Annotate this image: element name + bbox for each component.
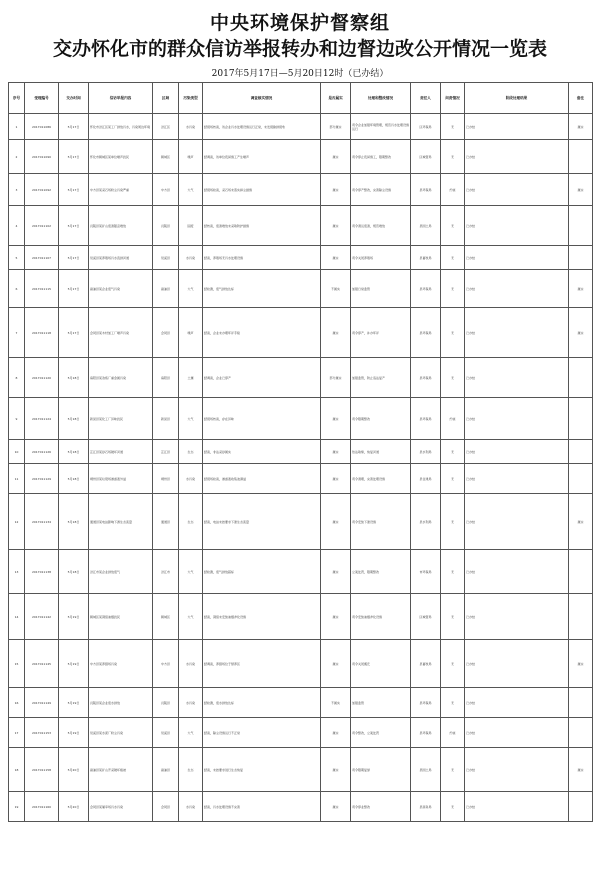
cell-person: 县环保局 bbox=[411, 270, 441, 308]
col-header: 序号 bbox=[9, 83, 25, 114]
cell-result: 已办结 bbox=[465, 114, 569, 140]
cell-verified: 部分属实 bbox=[321, 358, 351, 398]
cell-verified: 属实 bbox=[321, 792, 351, 822]
cell-finding: 经现场检查，采石场未落实抑尘措施 bbox=[203, 174, 321, 206]
cell-verified: 属实 bbox=[321, 550, 351, 594]
col-header: 是否属实 bbox=[321, 83, 351, 114]
cell-no: 4 bbox=[9, 206, 25, 246]
table-row bbox=[9, 114, 593, 140]
cell-area: 会同县 bbox=[153, 308, 179, 358]
cell-area: 鹤城区 bbox=[153, 140, 179, 174]
cell-finding: 经查，非法采砂属实 bbox=[203, 440, 321, 464]
cell-accountability: 无 bbox=[441, 358, 465, 398]
cell-result: 已办结 bbox=[465, 718, 569, 748]
cell-note bbox=[569, 206, 593, 246]
cell-content: 溆浦县某矿山开采破坏植被 bbox=[89, 748, 153, 792]
cell-result: 已办结 bbox=[465, 792, 569, 822]
cell-no: 19 bbox=[9, 792, 25, 822]
col-header: 阶段处理结果 bbox=[465, 83, 569, 114]
cell-person: 区环保局 bbox=[411, 114, 441, 140]
cell-verified: 属实 bbox=[321, 464, 351, 494]
cell-verified: 属实 bbox=[321, 718, 351, 748]
cell-action: 责令关闭养殖场 bbox=[351, 246, 411, 270]
table-header-row bbox=[9, 83, 593, 114]
col-header: 处理和整改情况 bbox=[351, 83, 411, 114]
col-header: 污染类型 bbox=[179, 83, 203, 114]
table-row bbox=[9, 718, 593, 748]
cell-finding: 经调查，养猪场位于禁养区 bbox=[203, 640, 321, 688]
cell-area: 靖州县 bbox=[153, 464, 179, 494]
cell-type: 噪声 bbox=[179, 140, 203, 174]
cell-no: 13 bbox=[9, 550, 25, 594]
cell-result: 已办结 bbox=[465, 270, 569, 308]
cell-area: 鹤城区 bbox=[153, 594, 179, 640]
cell-content: 溆浦县某企业废气污染 bbox=[89, 270, 153, 308]
cell-content: 会同县某屠宰场污水污染 bbox=[89, 792, 153, 822]
cell-area: 中方县 bbox=[153, 640, 179, 688]
cell-no: 1 bbox=[9, 114, 25, 140]
cell-person: 县畜牧局 bbox=[411, 246, 441, 270]
cell-finding: 经查，餐馆未安装油烟净化设施 bbox=[203, 594, 321, 640]
cell-type: 水污染 bbox=[179, 246, 203, 270]
cell-id: 2017011145 bbox=[25, 640, 59, 688]
cell-no: 6 bbox=[9, 270, 25, 308]
cell-no: 2 bbox=[9, 140, 25, 174]
cell-type: 大气 bbox=[179, 398, 203, 440]
cell-verified: 不属实 bbox=[321, 270, 351, 308]
cell-no: 15 bbox=[9, 640, 25, 688]
col-header: 调查核实情况 bbox=[203, 83, 321, 114]
table-row bbox=[9, 688, 593, 718]
cell-no: 8 bbox=[9, 358, 25, 398]
cell-action: 责令整改，立案处罚 bbox=[351, 718, 411, 748]
cell-type: 噪声 bbox=[179, 308, 203, 358]
cell-area: 辰溪县 bbox=[153, 246, 179, 270]
cell-area: 洪江市 bbox=[153, 550, 179, 594]
cell-note: 属实 bbox=[569, 270, 593, 308]
cell-note: 属实 bbox=[569, 748, 593, 792]
cell-type: 生态 bbox=[179, 748, 203, 792]
cell-verified: 属实 bbox=[321, 748, 351, 792]
cell-area: 麻阳县 bbox=[153, 358, 179, 398]
cell-note bbox=[569, 688, 593, 718]
table-row bbox=[9, 308, 593, 358]
cell-date: 5月17日 bbox=[59, 206, 89, 246]
cell-area: 中方县 bbox=[153, 174, 179, 206]
cell-type: 生态 bbox=[179, 494, 203, 550]
cell-verified: 属实 bbox=[321, 398, 351, 440]
cell-person: 县国土局 bbox=[411, 748, 441, 792]
cell-note bbox=[569, 440, 593, 464]
table-row bbox=[9, 140, 593, 174]
cell-id: 2017011126 bbox=[25, 440, 59, 464]
cell-date: 5月17日 bbox=[59, 270, 89, 308]
cell-action: 责令安装下泄设施 bbox=[351, 494, 411, 550]
cell-person: 县畜牧局 bbox=[411, 640, 441, 688]
cell-person: 县环保局 bbox=[411, 174, 441, 206]
cell-note: 属实 bbox=[569, 640, 593, 688]
cell-accountability: 约谈 bbox=[441, 174, 465, 206]
cell-result: 已办结 bbox=[465, 594, 569, 640]
table-row bbox=[9, 464, 593, 494]
cell-result: 已办结 bbox=[465, 308, 569, 358]
cell-no: 7 bbox=[9, 308, 25, 358]
cell-result: 已办结 bbox=[465, 206, 569, 246]
cell-result: 已办结 bbox=[465, 550, 569, 594]
cell-finding: 经检测，废气排放达标 bbox=[203, 270, 321, 308]
table-row bbox=[9, 494, 593, 550]
cell-type: 大气 bbox=[179, 270, 203, 308]
cell-verified: 属实 bbox=[321, 640, 351, 688]
col-header: 问责情况 bbox=[441, 83, 465, 114]
cell-date: 5月18日 bbox=[59, 494, 89, 550]
cell-note: 属实 bbox=[569, 114, 593, 140]
cell-person: 县商务局 bbox=[411, 792, 441, 822]
page-subtitle-main: 交办怀化市的群众信访举报转办和边督边改公开情况一览表 bbox=[52, 38, 547, 60]
cell-id: 2017011158 bbox=[25, 748, 59, 792]
cell-content: 怀化市洪江区某工厂排放污水，污染周边环境 bbox=[89, 114, 153, 140]
cell-content: 洪江市某企业排放废气 bbox=[89, 550, 153, 594]
cell-date: 5月18日 bbox=[59, 550, 89, 594]
cell-person: 县住建局 bbox=[411, 464, 441, 494]
cell-finding: 经查，养殖场无污水处理设施 bbox=[203, 246, 321, 270]
cell-content: 鹤城区某餐馆油烟扰民 bbox=[89, 594, 153, 640]
cell-action: 加强日常监管 bbox=[351, 270, 411, 308]
cell-id: 2017011149 bbox=[25, 688, 59, 718]
cell-id: 2017011124 bbox=[25, 398, 59, 440]
cell-no: 5 bbox=[9, 246, 25, 270]
cell-verified: 属实 bbox=[321, 174, 351, 206]
cell-content: 沅陵县某矿山废渣随意堆放 bbox=[89, 206, 153, 246]
cell-verified: 属实 bbox=[321, 246, 351, 270]
cell-content: 辰溪县某养殖场污水直排河道 bbox=[89, 246, 153, 270]
table-row bbox=[9, 398, 593, 440]
cell-area: 会同县 bbox=[153, 792, 179, 822]
cell-finding: 经查，企业未办理环评手续 bbox=[203, 308, 321, 358]
cell-finding: 经查，未按要求进行生态恢复 bbox=[203, 748, 321, 792]
cell-note bbox=[569, 550, 593, 594]
cell-finding: 经查，电站未按要求下泄生态流量 bbox=[203, 494, 321, 550]
cell-accountability: 无 bbox=[441, 748, 465, 792]
cell-no: 10 bbox=[9, 440, 25, 464]
cell-content: 沅陵县某企业废水排放 bbox=[89, 688, 153, 718]
cell-date: 5月18日 bbox=[59, 440, 89, 464]
cell-area: 新晃县 bbox=[153, 398, 179, 440]
cell-verified: 属实 bbox=[321, 206, 351, 246]
cell-id: 2017011134 bbox=[25, 494, 59, 550]
cell-area: 溆浦县 bbox=[153, 270, 179, 308]
cell-type: 水污染 bbox=[179, 464, 203, 494]
cell-date: 5月18日 bbox=[59, 358, 89, 398]
cell-content: 怀化市鹤城区某单位噪声扰民 bbox=[89, 140, 153, 174]
cell-action: 责令清运废渣，规范堆放 bbox=[351, 206, 411, 246]
cell-note bbox=[569, 140, 593, 174]
cell-person: 县环保局 bbox=[411, 688, 441, 718]
table-row bbox=[9, 358, 593, 398]
table-row bbox=[9, 748, 593, 792]
cell-content: 通道县某电站影响下游生态流量 bbox=[89, 494, 153, 550]
cell-person: 区城管局 bbox=[411, 140, 441, 174]
cell-content: 麻阳县某冶炼厂重金属污染 bbox=[89, 358, 153, 398]
cell-content: 会同县某木材加工厂噪声污染 bbox=[89, 308, 153, 358]
table-row bbox=[9, 792, 593, 822]
cell-date: 5月19日 bbox=[59, 718, 89, 748]
cell-date: 5月20日 bbox=[59, 792, 89, 822]
table-row bbox=[9, 174, 593, 206]
cell-accountability: 无 bbox=[441, 140, 465, 174]
cell-action: 责令停产，补办环评 bbox=[351, 308, 411, 358]
cell-type: 固废 bbox=[179, 206, 203, 246]
cell-date: 5月19日 bbox=[59, 594, 89, 640]
cell-accountability: 无 bbox=[441, 494, 465, 550]
cell-area: 通道县 bbox=[153, 494, 179, 550]
cell-accountability: 无 bbox=[441, 308, 465, 358]
cell-finding: 经调查，企业已停产 bbox=[203, 358, 321, 398]
table-row bbox=[9, 550, 593, 594]
cell-note bbox=[569, 246, 593, 270]
cell-date: 5月17日 bbox=[59, 308, 89, 358]
cell-finding: 经查，除尘设施运行不正常 bbox=[203, 718, 321, 748]
cell-date: 5月19日 bbox=[59, 640, 89, 688]
cell-person: 县环保局 bbox=[411, 308, 441, 358]
cell-area: 溆浦县 bbox=[153, 748, 179, 792]
cell-date: 5月17日 bbox=[59, 246, 89, 270]
cell-note bbox=[569, 792, 593, 822]
page-title: 中央环境保护督察组 bbox=[209, 12, 390, 34]
cell-finding: 经检测，废气排放超标 bbox=[203, 550, 321, 594]
report-table bbox=[8, 82, 593, 822]
cell-note bbox=[569, 594, 593, 640]
cell-person: 区城管局 bbox=[411, 594, 441, 640]
cell-verified: 部分属实 bbox=[321, 114, 351, 140]
cell-area: 沅陵县 bbox=[153, 688, 179, 718]
table-row bbox=[9, 246, 593, 270]
cell-id: 2017011115 bbox=[25, 270, 59, 308]
cell-date: 5月17日 bbox=[59, 114, 89, 140]
cell-verified: 不属实 bbox=[321, 688, 351, 718]
col-header: 备注 bbox=[569, 83, 593, 114]
cell-id: 2017011086 bbox=[25, 114, 59, 140]
cell-content: 新晃县某化工厂异味扰民 bbox=[89, 398, 153, 440]
cell-note: 属实 bbox=[569, 308, 593, 358]
cell-accountability: 约谈 bbox=[441, 398, 465, 440]
cell-date: 5月18日 bbox=[59, 398, 89, 440]
cell-id: 2017011090 bbox=[25, 140, 59, 174]
cell-finding: 经调查，该单位夜间施工产生噪声 bbox=[203, 140, 321, 174]
cell-no: 12 bbox=[9, 494, 25, 550]
cell-type: 大气 bbox=[179, 174, 203, 206]
table-row bbox=[9, 440, 593, 464]
cell-accountability: 无 bbox=[441, 114, 465, 140]
cell-action: 立案处罚，限期整改 bbox=[351, 550, 411, 594]
cell-result: 已办结 bbox=[465, 440, 569, 464]
cell-result: 已办结 bbox=[465, 246, 569, 270]
cell-action: 责令安装油烟净化设施 bbox=[351, 594, 411, 640]
cell-area: 芷江县 bbox=[153, 440, 179, 464]
cell-result: 已办结 bbox=[465, 140, 569, 174]
cell-accountability: 无 bbox=[441, 594, 465, 640]
cell-result: 已办结 bbox=[465, 748, 569, 792]
date-range: 2017年5月17日—5月20日12时（已办结） bbox=[211, 69, 389, 79]
cell-no: 17 bbox=[9, 718, 25, 748]
cell-accountability: 约谈 bbox=[441, 718, 465, 748]
cell-finding: 经现场核查，存在异味 bbox=[203, 398, 321, 440]
cell-accountability: 无 bbox=[441, 688, 465, 718]
cell-accountability: 无 bbox=[441, 640, 465, 688]
cell-action: 加强监管，防止违法复产 bbox=[351, 358, 411, 398]
col-header: 区域 bbox=[153, 83, 179, 114]
cell-finding: 经检测，废水排放达标 bbox=[203, 688, 321, 718]
cell-area: 辰溪县 bbox=[153, 718, 179, 748]
cell-id: 2017011142 bbox=[25, 594, 59, 640]
cell-accountability: 无 bbox=[441, 464, 465, 494]
cell-type: 大气 bbox=[179, 594, 203, 640]
cell-action: 责令清理，完善处理设施 bbox=[351, 464, 411, 494]
table-row bbox=[9, 270, 593, 308]
cell-type: 土壤 bbox=[179, 358, 203, 398]
cell-id: 2017011102 bbox=[25, 206, 59, 246]
cell-person: 县国土局 bbox=[411, 206, 441, 246]
cell-id: 2017011107 bbox=[25, 246, 59, 270]
cell-accountability: 无 bbox=[441, 440, 465, 464]
cell-person: 县环保局 bbox=[411, 358, 441, 398]
col-header: 责任人 bbox=[411, 83, 441, 114]
col-header: 交办时间 bbox=[59, 83, 89, 114]
table-row bbox=[9, 640, 593, 688]
cell-result: 已办结 bbox=[465, 398, 569, 440]
cell-content: 靖州县某垃圾场渗滤液外溢 bbox=[89, 464, 153, 494]
table-row bbox=[9, 206, 593, 246]
cell-result: 已办结 bbox=[465, 464, 569, 494]
cell-note bbox=[569, 398, 593, 440]
cell-action: 责令关闭搬迁 bbox=[351, 640, 411, 688]
cell-result: 已办结 bbox=[465, 640, 569, 688]
cell-id: 2017011092 bbox=[25, 174, 59, 206]
cell-type: 生态 bbox=[179, 440, 203, 464]
cell-content: 中方县某采石场粉尘污染严重 bbox=[89, 174, 153, 206]
cell-id: 2017011153 bbox=[25, 718, 59, 748]
cell-action: 加强监管 bbox=[351, 688, 411, 718]
cell-action: 责令停产整改，完善除尘设施 bbox=[351, 174, 411, 206]
cell-result: 已办结 bbox=[465, 358, 569, 398]
cell-person: 县环保局 bbox=[411, 398, 441, 440]
cell-type: 大气 bbox=[179, 718, 203, 748]
cell-no: 3 bbox=[9, 174, 25, 206]
cell-note: 属实 bbox=[569, 174, 593, 206]
cell-accountability: 无 bbox=[441, 550, 465, 594]
cell-person: 市环保局 bbox=[411, 550, 441, 594]
cell-accountability: 无 bbox=[441, 792, 465, 822]
cell-verified: 属实 bbox=[321, 440, 351, 464]
cell-type: 水污染 bbox=[179, 114, 203, 140]
cell-no: 9 bbox=[9, 398, 25, 440]
cell-result: 已办结 bbox=[465, 494, 569, 550]
cell-no: 16 bbox=[9, 688, 25, 718]
cell-person: 县水利局 bbox=[411, 440, 441, 464]
cell-action: 责令限期整改 bbox=[351, 398, 411, 440]
cell-date: 5月18日 bbox=[59, 464, 89, 494]
cell-no: 14 bbox=[9, 594, 25, 640]
cell-type: 水污染 bbox=[179, 688, 203, 718]
cell-verified: 属实 bbox=[321, 594, 351, 640]
cell-finding: 经现场核查，该企业污水处理设施运行正常，未发现偷排现象 bbox=[203, 114, 321, 140]
cell-area: 沅陵县 bbox=[153, 206, 179, 246]
cell-date: 5月20日 bbox=[59, 748, 89, 792]
col-header: 受理编号 bbox=[25, 83, 59, 114]
cell-no: 11 bbox=[9, 464, 25, 494]
cell-id: 2017011138 bbox=[25, 550, 59, 594]
cell-area: 洪江区 bbox=[153, 114, 179, 140]
cell-accountability: 无 bbox=[441, 206, 465, 246]
cell-verified: 属实 bbox=[321, 140, 351, 174]
cell-id: 2017011120 bbox=[25, 358, 59, 398]
cell-action: 责令停止夜间施工，限期整改 bbox=[351, 140, 411, 174]
cell-finding: 经核查，废渣堆放未采取防护措施 bbox=[203, 206, 321, 246]
cell-date: 5月19日 bbox=[59, 688, 89, 718]
cell-result: 已办结 bbox=[465, 174, 569, 206]
cell-note bbox=[569, 718, 593, 748]
cell-action: 责令停业整改 bbox=[351, 792, 411, 822]
cell-note bbox=[569, 358, 593, 398]
cell-action: 责令企业加强环境管理，规范污水处理设施运行 bbox=[351, 114, 411, 140]
cell-action: 依法取缔，恢复河道 bbox=[351, 440, 411, 464]
cell-verified: 属实 bbox=[321, 308, 351, 358]
cell-id: 2017011118 bbox=[25, 308, 59, 358]
cell-content: 辰溪县某水泥厂粉尘污染 bbox=[89, 718, 153, 748]
table-body bbox=[9, 114, 593, 822]
cell-content: 芷江县某砂石场破坏河道 bbox=[89, 440, 153, 464]
cell-type: 水污染 bbox=[179, 792, 203, 822]
cell-person: 县环保局 bbox=[411, 718, 441, 748]
cell-no: 18 bbox=[9, 748, 25, 792]
cell-accountability: 无 bbox=[441, 246, 465, 270]
cell-date: 5月17日 bbox=[59, 174, 89, 206]
cell-type: 水污染 bbox=[179, 640, 203, 688]
cell-result: 已办结 bbox=[465, 688, 569, 718]
cell-action: 责令限期复绿 bbox=[351, 748, 411, 792]
col-header: 信访举报内容 bbox=[89, 83, 153, 114]
cell-date: 5月17日 bbox=[59, 140, 89, 174]
cell-finding: 经查，污水处理设施不完善 bbox=[203, 792, 321, 822]
cell-accountability: 无 bbox=[441, 270, 465, 308]
cell-id: 2017011129 bbox=[25, 464, 59, 494]
cell-type: 大气 bbox=[179, 550, 203, 594]
cell-verified: 属实 bbox=[321, 494, 351, 550]
cell-id: 2017011160 bbox=[25, 792, 59, 822]
cell-person: 县水利局 bbox=[411, 494, 441, 550]
cell-content: 中方县某养猪场污染 bbox=[89, 640, 153, 688]
table-row bbox=[9, 594, 593, 640]
cell-note: 属实 bbox=[569, 494, 593, 550]
cell-note bbox=[569, 464, 593, 494]
cell-finding: 经现场检查，渗滤液收集池满溢 bbox=[203, 464, 321, 494]
